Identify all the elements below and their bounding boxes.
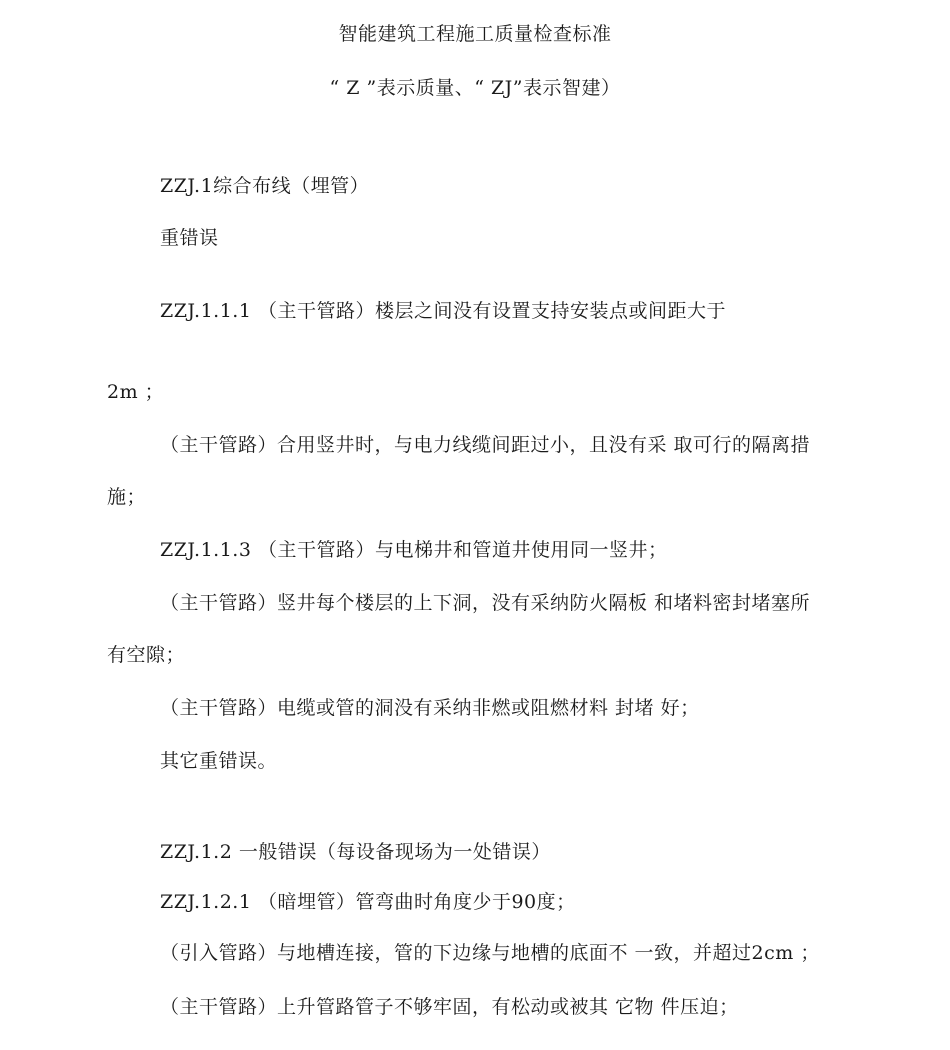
- clause-continuation: 有空隙；: [107, 644, 186, 666]
- clause-continuation: 施；: [107, 486, 147, 508]
- clause-line: （主干管路）上升管路管子不够牢固，有松动或被其 它物 件压迫；: [160, 996, 739, 1018]
- clause-line: （主干管路）竖井每个楼层的上下洞，没有采纳防火隔板 和堵料密封堵塞所: [160, 592, 811, 614]
- clause-line: 其它重错误。: [160, 750, 278, 772]
- document-subtitle: “ Z ”表示质量、“ ZJ”表示智建）: [329, 77, 621, 99]
- section-heading: ZZJ.1综合布线（埋管）: [160, 175, 370, 197]
- subsection-heading: 重错误: [160, 227, 219, 249]
- clause-line: ZZJ.1.2.1 （暗埋管）管弯曲时角度少于90度；: [160, 891, 576, 913]
- clause-line: （引入管路）与地槽连接，管的下边缘与地槽的底面不 一致，并超过2cm ；: [160, 942, 820, 964]
- clause-line: ZZJ.1.1.3 （主干管路）与电梯井和管道井使用同一竖井；: [160, 539, 668, 561]
- subsection-heading: ZZJ.1.2 一般错误（每设备现场为一处错误）: [160, 841, 551, 863]
- clause-line: （主干管路）电缆或管的洞没有采纳非燃或阻燃材料 封堵 好；: [160, 697, 700, 719]
- clause-line: （主干管路）合用竖井时，与电力线缆间距过小，且没有采 取可行的隔离措: [160, 434, 811, 456]
- clause-continuation: 2m ；: [107, 381, 165, 403]
- document-title: 智能建筑工程施工质量检查标准: [338, 23, 612, 45]
- clause-line: ZZJ.1.1.1 （主干管路）楼层之间没有设置支持安装点或间距大于: [160, 300, 726, 322]
